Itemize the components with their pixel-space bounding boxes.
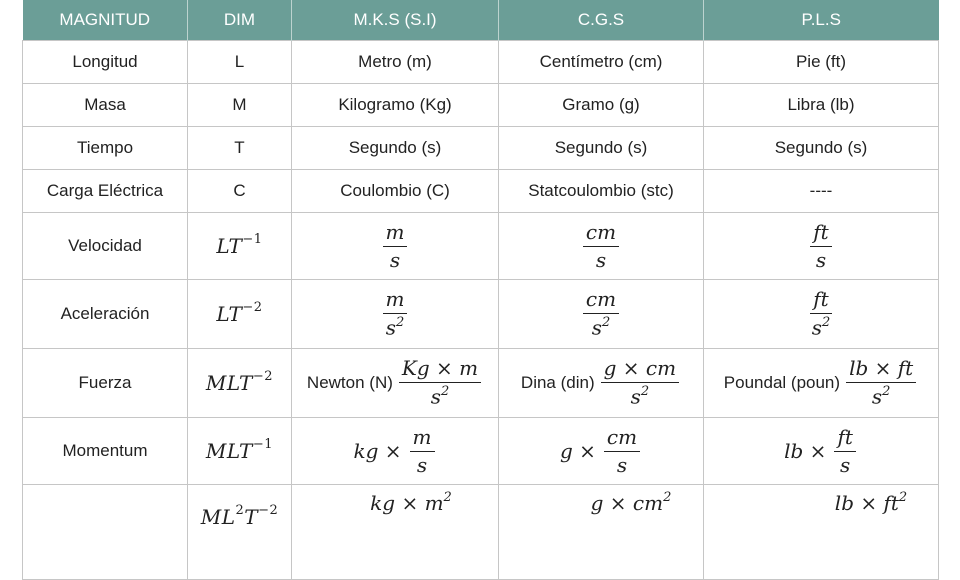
cgs-cell: Gramo (g) bbox=[499, 84, 704, 127]
magnitude-cell bbox=[23, 485, 188, 580]
pls-cell: Segundo (s) bbox=[704, 127, 939, 170]
mks-cell bbox=[292, 280, 499, 349]
cgs-cell bbox=[499, 349, 704, 418]
magnitude-cell: Masa bbox=[23, 84, 188, 127]
dimension-cell bbox=[188, 280, 292, 349]
unit-name: Dina (din) bbox=[520, 373, 595, 392]
header-cgs: C.G.S bbox=[499, 0, 704, 41]
cgs-cell bbox=[499, 213, 704, 280]
fraction: $\frac{Kg \times m}{s^2}$ bbox=[399, 358, 481, 408]
cgs-cell: Centímetro (cm) bbox=[499, 41, 704, 84]
magnitude-cell: Tiempo bbox=[23, 127, 188, 170]
header-dim: DIM bbox=[188, 0, 292, 41]
mks-cell bbox=[292, 485, 499, 580]
mks-cell: Kilogramo (Kg) bbox=[292, 84, 499, 127]
dimension-cell bbox=[188, 349, 292, 418]
mks-cell bbox=[292, 349, 499, 418]
pls-cell bbox=[704, 418, 939, 485]
magnitude-cell: Velocidad bbox=[23, 213, 188, 280]
dimension-formula: $MLT^{-2}$ bbox=[205, 369, 274, 395]
table-row bbox=[23, 127, 939, 170]
magnitude-cell: Momentum bbox=[23, 418, 188, 485]
fraction: $\frac{cm}{s}$ bbox=[604, 427, 640, 476]
header-row bbox=[23, 0, 939, 41]
pls-cell: ---- bbox=[704, 170, 939, 213]
magnitude-cell: Fuerza bbox=[23, 349, 188, 418]
cgs-cell: Statcoulombio (stc) bbox=[499, 170, 704, 213]
fraction: $\frac{m}{s^2}$ bbox=[383, 289, 408, 339]
fraction-numerator: $g \times cm^2$ bbox=[590, 490, 672, 515]
table-row-fuerza bbox=[23, 349, 939, 418]
unit-name: Newton (N) bbox=[306, 373, 393, 392]
dimension-cell: C bbox=[188, 170, 292, 213]
table-row-momentum bbox=[23, 418, 939, 485]
factor: lb × bbox=[784, 439, 827, 463]
unit-name: Poundal (poun) bbox=[723, 373, 841, 392]
mks-cell bbox=[292, 418, 499, 485]
fraction: $\frac{ft}{s}$ bbox=[810, 222, 831, 271]
units-table bbox=[22, 0, 939, 580]
mks-cell: Segundo (s) bbox=[292, 127, 499, 170]
fraction: $\frac{cm}{s^2}$ bbox=[583, 289, 619, 339]
dimension-formula: $MLT^{-1}$ bbox=[205, 437, 274, 463]
fraction: $\frac{ft}{s^2}$ bbox=[811, 287, 831, 340]
mks-cell: Coulombio (C) bbox=[292, 170, 499, 213]
dimension-cell: M bbox=[188, 84, 292, 127]
pls-cell bbox=[704, 485, 939, 580]
header-mks: M.K.S (S.I) bbox=[292, 0, 499, 41]
pls-cell: Libra (lb) bbox=[704, 84, 939, 127]
pls-cell: Pie (ft) bbox=[704, 41, 939, 84]
cgs-cell bbox=[499, 280, 704, 349]
fraction: $\frac{cm}{s}$ bbox=[583, 222, 619, 271]
magnitude-cell: Aceleración bbox=[23, 280, 188, 349]
dimension-cell: L bbox=[188, 41, 292, 84]
dimension-formula: $LT^{-1}$ bbox=[216, 232, 263, 258]
cgs-cell bbox=[499, 418, 704, 485]
magnitude-cell: Carga Eléctrica bbox=[23, 170, 188, 213]
table-row bbox=[23, 41, 939, 84]
table-row bbox=[23, 170, 939, 213]
dimension-cell bbox=[188, 213, 292, 280]
fraction-numerator: lb × $ft^2$ bbox=[834, 490, 908, 515]
table-row bbox=[23, 84, 939, 127]
header-pls: P.L.S bbox=[704, 0, 939, 41]
mks-cell bbox=[292, 213, 499, 280]
pls-cell bbox=[704, 213, 939, 280]
cgs-cell: Segundo (s) bbox=[499, 127, 704, 170]
mks-cell: Metro (m) bbox=[292, 41, 499, 84]
table-row-aceleracion bbox=[23, 280, 939, 349]
dimension-formula: $ML^2T^{-2}$ bbox=[200, 503, 279, 529]
magnitude-cell: Longitud bbox=[23, 41, 188, 84]
table-row-velocidad bbox=[23, 213, 939, 280]
fraction: $\frac{lb \times ft}{s^2}$ bbox=[846, 358, 916, 408]
pls-cell bbox=[704, 349, 939, 418]
fraction: $\frac{m}{s}$ bbox=[383, 222, 408, 271]
factor: kg × bbox=[353, 439, 402, 463]
fraction: $\frac{m}{s}$ bbox=[410, 427, 435, 476]
fraction-numerator: kg × $m^2$ bbox=[370, 490, 452, 515]
dimension-formula: $LT^{-2}$ bbox=[216, 300, 263, 326]
table-row-partial bbox=[23, 485, 939, 580]
dimension-cell: T bbox=[188, 127, 292, 170]
pls-cell bbox=[704, 280, 939, 349]
fraction: $\frac{g \times cm}{s^2}$ bbox=[601, 358, 679, 408]
dimension-cell bbox=[188, 485, 292, 580]
fraction: $\frac{ft}{s}$ bbox=[834, 427, 855, 476]
cgs-cell bbox=[499, 485, 704, 580]
dimension-cell bbox=[188, 418, 292, 485]
factor: g × bbox=[559, 439, 596, 463]
header-magnitud: MAGNITUD bbox=[23, 0, 188, 41]
